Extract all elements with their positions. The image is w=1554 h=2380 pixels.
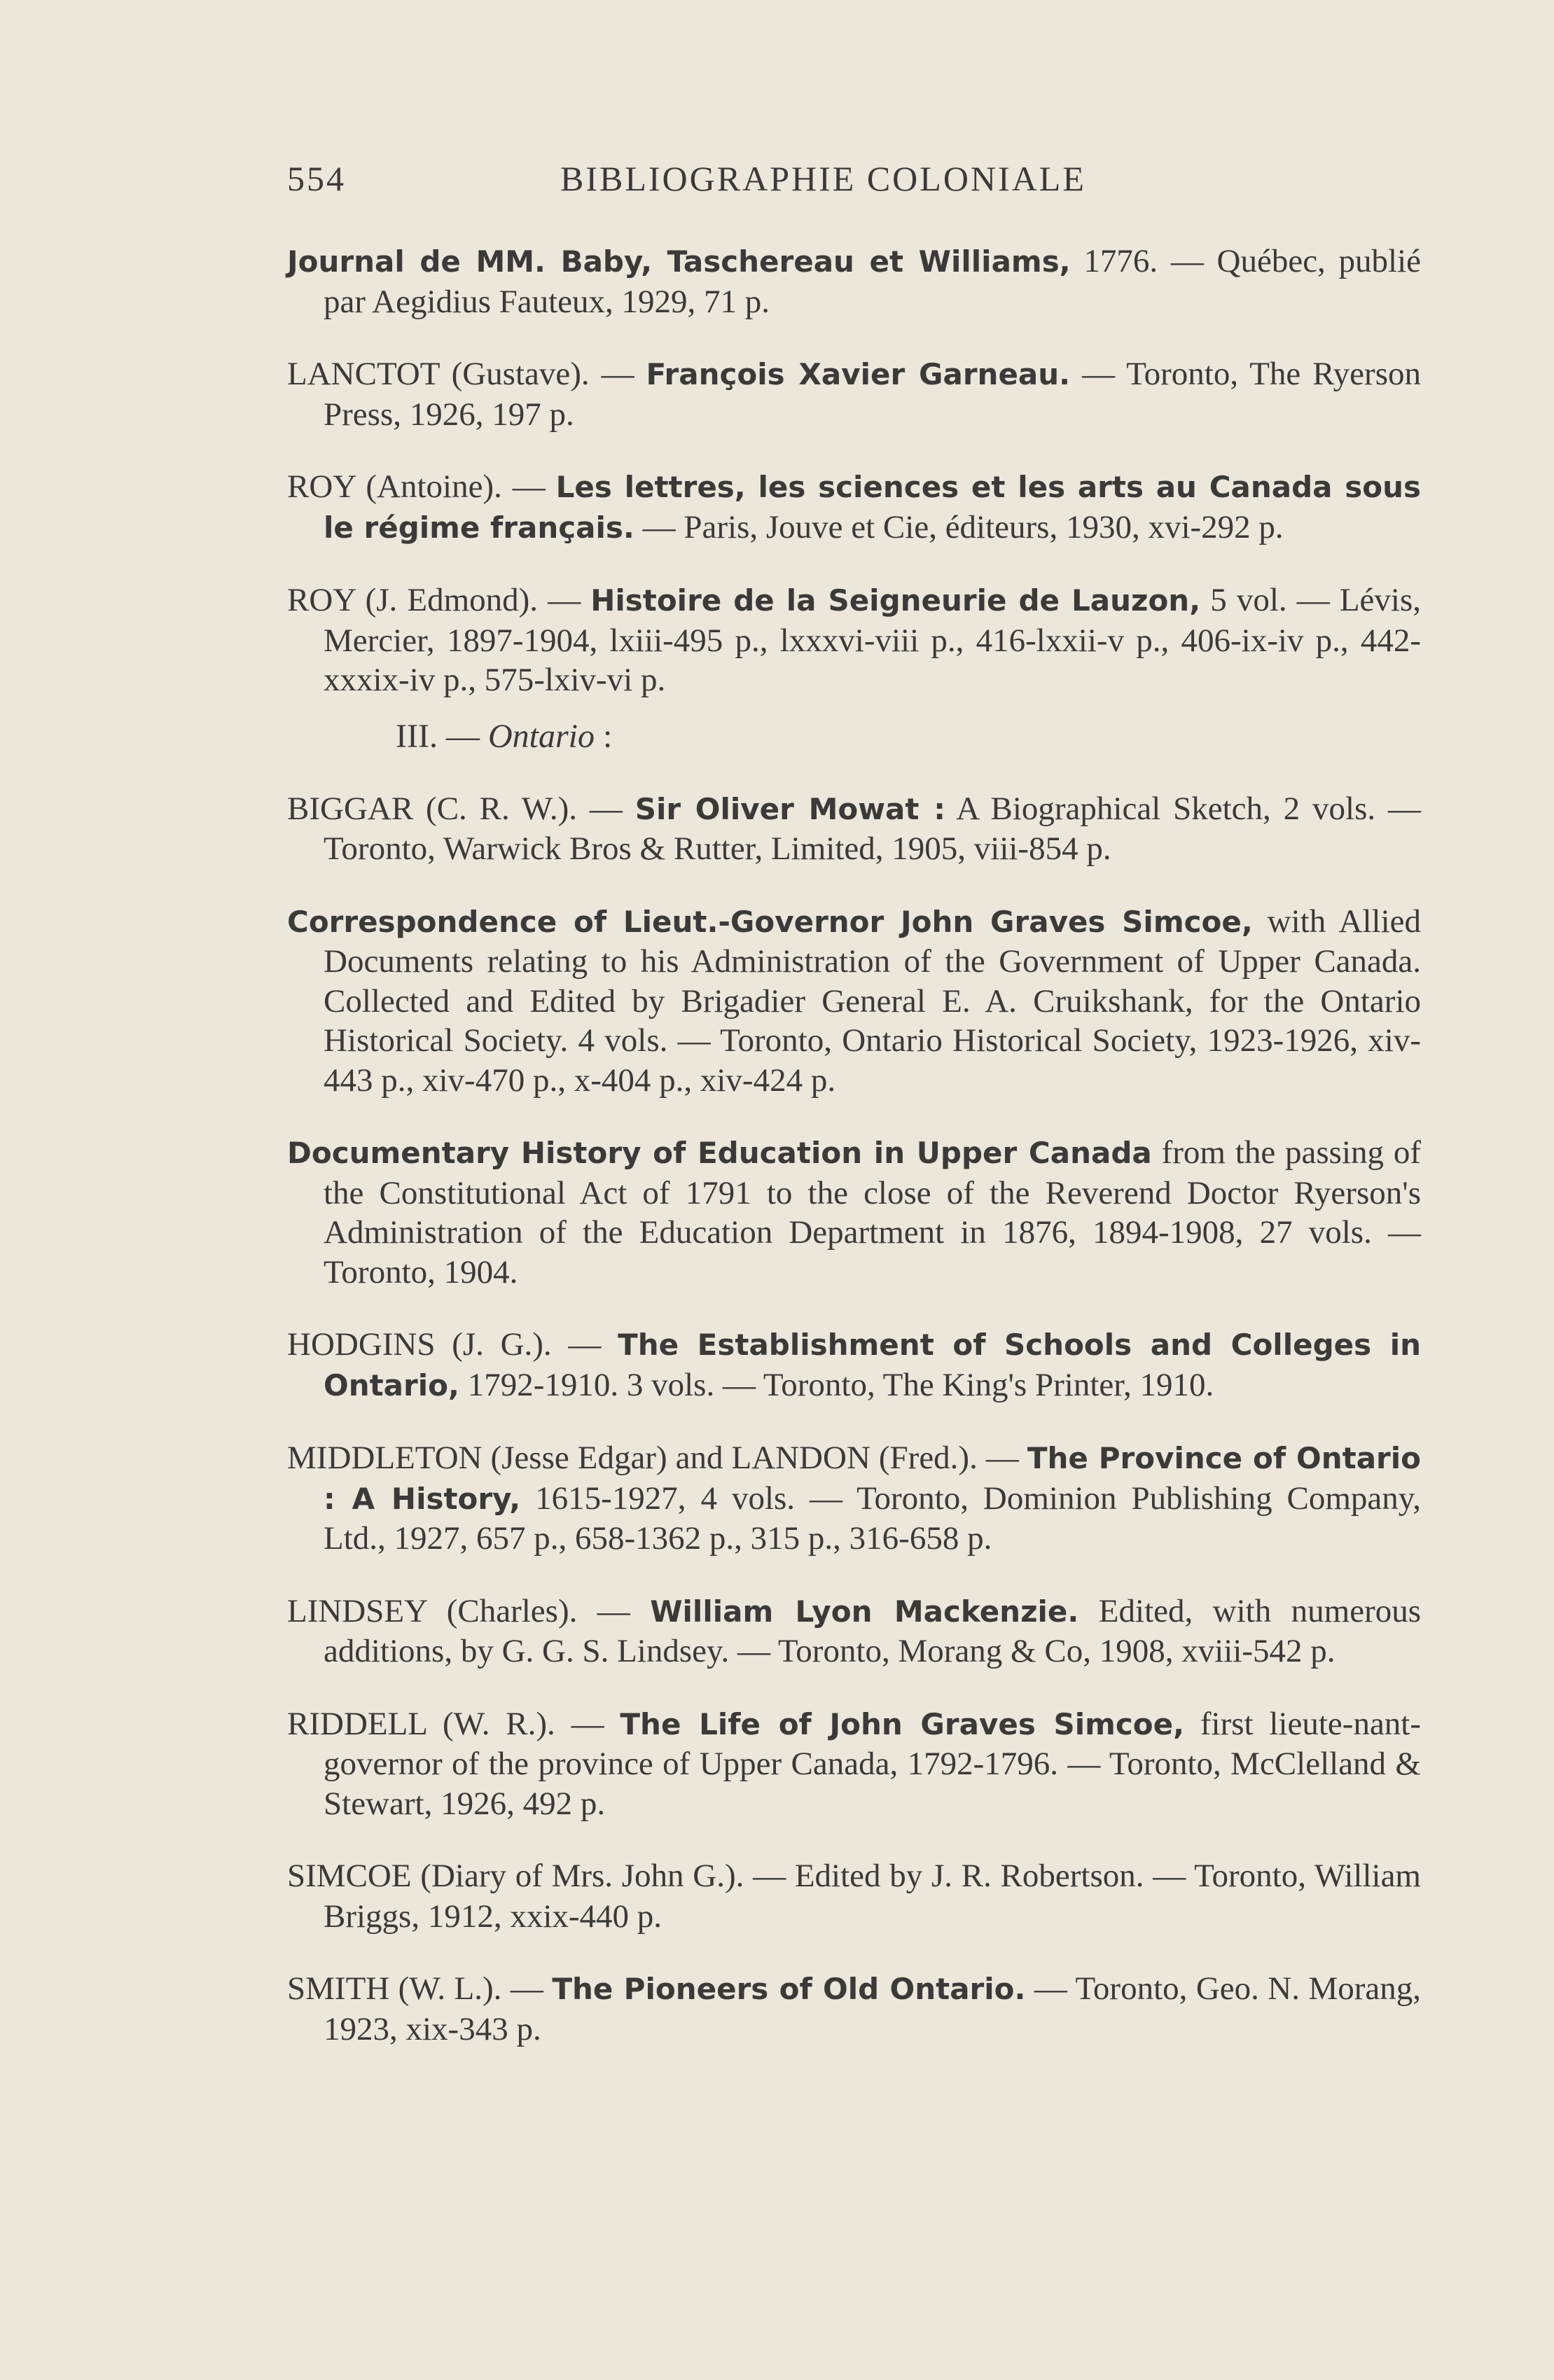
- entry-title: Documentary History of Education in Upper Canada: [287, 1136, 1152, 1170]
- entry-author: ROY (Antoine). —: [287, 468, 556, 505]
- bibliography-entry: [287, 789, 1421, 869]
- entry-details: 1776. — Québec, publié par Aegidius Fauteux, 1929, 71 p.: [324, 243, 1421, 320]
- bibliography-entry: [287, 1592, 1421, 1671]
- entry-title: Journal de MM. Baby, Taschereau et Williams,: [287, 244, 1071, 279]
- entry-details: 1792-1910. 3 vols. — Toronto, The King's Printer, 1910.: [459, 1366, 1214, 1403]
- entry-author: BIGGAR (C. R. W.). —: [287, 790, 635, 827]
- entry-details: — Toronto, Geo. N. Morang, 1923, xix-343 p.: [324, 1970, 1421, 2047]
- running-head: [287, 153, 1421, 209]
- bibliography-entry: [287, 1325, 1421, 1405]
- entry-author: HODGINS (J. G.). —: [287, 1326, 618, 1363]
- bibliography-entry: [287, 1856, 1421, 1936]
- bibliography-entry: [287, 1133, 1421, 1292]
- section-name: Ontario: [487, 717, 595, 755]
- bibliography-entry: [287, 580, 1421, 700]
- entry-title: The Life of John Graves Simcoe,: [620, 1706, 1185, 1741]
- entry-title: Sir Oliver Mowat :: [634, 791, 946, 826]
- entry-author: LANCTOT (Gustave). —: [287, 356, 646, 392]
- entry-title: The Establishment of Schools and Colleges in Ontario,: [324, 1328, 1421, 1403]
- entry-details: 5 vol. — Lévis, Mercier, 1897-1904, lxiii-495 p., lxxxvi-viii p., 416-lxxii-v p., 406-ix-iv p., 442-xxxix-iv p., 575-lxiv-vi p.: [324, 582, 1421, 698]
- entry-title: Histoire de la Seigneurie de Lauzon,: [590, 583, 1201, 618]
- bibliography-entry: [287, 1438, 1421, 1559]
- entry-author: RIDDELL (W. R.). —: [287, 1705, 620, 1742]
- entry-details: first lieute-nant-governor of the province of Upper Canada, 1792-1796. — Toronto, McClelland & Stewart, 1926, 492 p.: [324, 1705, 1422, 1822]
- entry-author: ROY (J. Edmond). —: [287, 582, 591, 618]
- running-title: BIBLIOGRAPHIE COLONIALE: [560, 159, 1086, 198]
- entry-author: SIMCOE (Diary of Mrs. John G.). —: [287, 1858, 795, 1894]
- bibliography-entry: [287, 1704, 1421, 1824]
- entry-title: François Xavier Garneau.: [646, 357, 1071, 391]
- entry-details: with Allied Documents relating to his Administration of the Government of Upper Canada. Collected and Edited by Brigadier General E. A. Cruikshank, for the Ontario Historical Society. 4 vols. — Toronto, Ontario Historical Society, 1923-1926, xiv-443 p., xiv-470 p., x-404 p., xiv-424 p.: [324, 903, 1421, 1099]
- bibliography-entries-quebec: [287, 242, 1421, 700]
- entry-details: A Biographical Sketch, 2 vols. — Toronto, Warwick Bros & Rutter, Limited, 1905, viii-854 p.: [324, 790, 1421, 867]
- section-heading: [287, 717, 1421, 756]
- entry-details: — Paris, Jouve et Cie, éditeurs, 1930, xvi-292 p.: [634, 508, 1284, 545]
- entry-author: MIDDLETON (Jesse Edgar) and LANDON (Fred.). —: [287, 1440, 1027, 1476]
- entry-title: The Pioneers of Old Ontario.: [552, 1972, 1026, 2006]
- bibliography-entry: [287, 467, 1421, 548]
- entry-details: Edited, with numerous additions, by G. G. S. Lindsey. — Toronto, Morang & Co, 1908, xviii-542 p.: [324, 1592, 1422, 1669]
- page-number: 554: [287, 159, 346, 198]
- entry-author: SMITH (W. L.). —: [287, 1970, 553, 2007]
- entry-details: — Toronto, The Ryerson Press, 1926, 197 p.: [324, 356, 1421, 433]
- entry-details: 1615-1927, 4 vols. — Toronto, Dominion Publishing Company, Ltd., 1927, 657 p., 658-1362 p., 315 p., 316-658 p.: [324, 1480, 1421, 1557]
- bibliography-entry: [287, 354, 1421, 434]
- bibliography-entries-ontario: [287, 789, 1421, 2050]
- entry-title: Les lettres, les sciences et les arts au Canada sous le régime français.: [324, 470, 1422, 545]
- entry-title: William Lyon Mackenzie.: [650, 1594, 1079, 1629]
- entry-details: from the passing of the Constitutional Act of 1791 to the close of the Reverend Doctor Ryerson's Administration of the Education Department in 1876, 1894-1908, 27 vols. — Toronto, 1904.: [324, 1134, 1421, 1290]
- bibliography-entry: [287, 1969, 1421, 2049]
- entry-author: LINDSEY (Charles). —: [287, 1592, 651, 1629]
- entry-title: The Province of Ontario : A History,: [324, 1441, 1422, 1516]
- bibliography-entry: [287, 902, 1421, 1101]
- entry-details: Edited by J. R. Robertson. — Toronto, William Briggs, 1912, xxix-440 p.: [324, 1858, 1421, 1935]
- section-numeral: III. —: [396, 717, 488, 755]
- bibliography-entry: [287, 242, 1421, 321]
- entry-title: Correspondence of Lieut.-Governor John Graves Simcoe,: [287, 904, 1253, 939]
- section-suffix: :: [594, 717, 613, 755]
